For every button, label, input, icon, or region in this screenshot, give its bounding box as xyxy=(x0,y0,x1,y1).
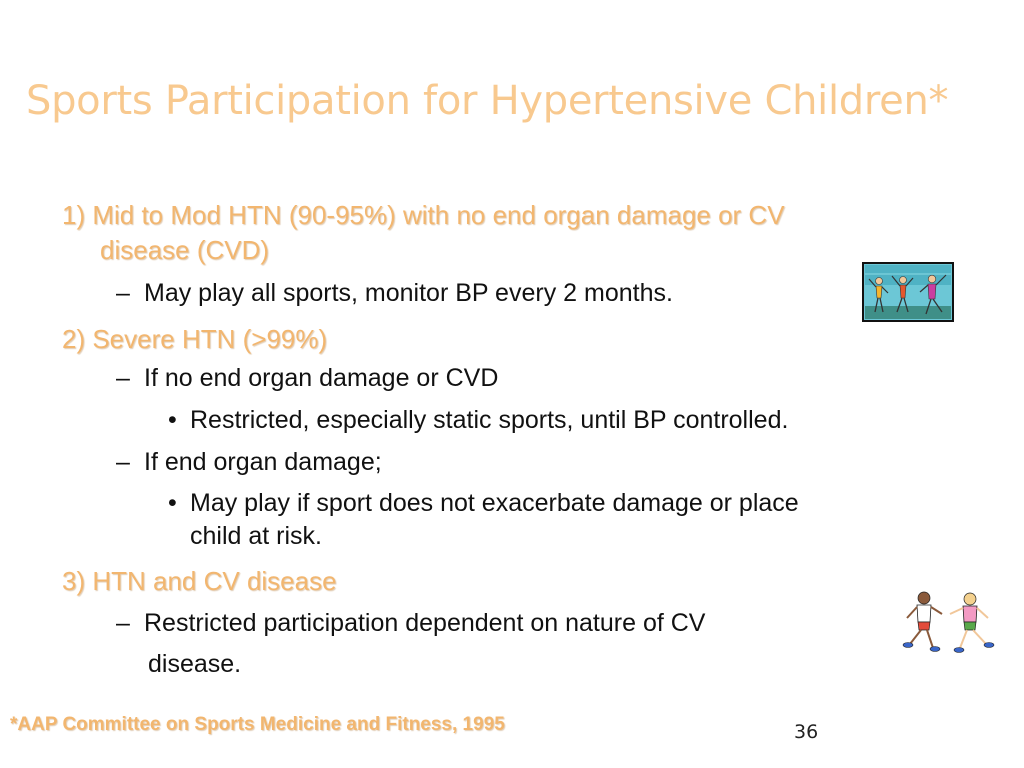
dash-marker: – xyxy=(116,364,130,392)
item-2-sub1-text: If no end organ damage or CVD xyxy=(144,364,499,392)
bullet-marker: • xyxy=(168,406,177,434)
dash-marker: – xyxy=(116,609,130,637)
item-2-sub1-bullet xyxy=(168,404,788,436)
item-2-sub1 xyxy=(116,362,498,394)
item-1-heading-line2: disease (CVD) xyxy=(100,235,270,265)
dash-marker: – xyxy=(116,279,130,307)
item-2-sub2-bullet-line1 xyxy=(168,487,799,519)
item-2-sub1-bullet-text: Restricted, especially static sports, until BP controlled. xyxy=(190,406,789,434)
item-2-sub2-bullet-text: May play if sport does not exacerbate damage or place xyxy=(190,489,799,517)
footnote-citation: *AAP Committee on Sports Medicine and Fitness, 1995 xyxy=(10,714,505,735)
page-number: 36 xyxy=(794,721,819,743)
item-2-sub2-text: If end organ damage; xyxy=(144,448,382,476)
item-2-sub2-bullet-line2: child at risk. xyxy=(190,522,322,550)
item-1-sub-text: May play all sports, monitor BP every 2 months. xyxy=(144,279,673,307)
item-3-sub-line1 xyxy=(116,607,705,639)
item-1-heading-line1: 1) Mid to Mod HTN (90-95%) with no end organ damage or CV xyxy=(62,200,785,230)
bullet-marker: • xyxy=(168,489,177,517)
item-1-sub xyxy=(116,277,673,309)
item-3-heading: 3) HTN and CV disease xyxy=(62,566,337,596)
slide-title: Sports Participation for Hypertensive Children* xyxy=(26,78,949,124)
item-2-heading: 2) Severe HTN (>99%) xyxy=(62,324,328,354)
aerobics-class-image xyxy=(862,262,954,322)
item-2-sub2 xyxy=(116,446,382,478)
running-children-image xyxy=(900,588,1000,658)
item-3-sub-text: Restricted participation dependent on nature of CV xyxy=(144,609,706,637)
item-3-sub-line2: disease. xyxy=(148,650,242,678)
dash-marker: – xyxy=(116,448,130,476)
